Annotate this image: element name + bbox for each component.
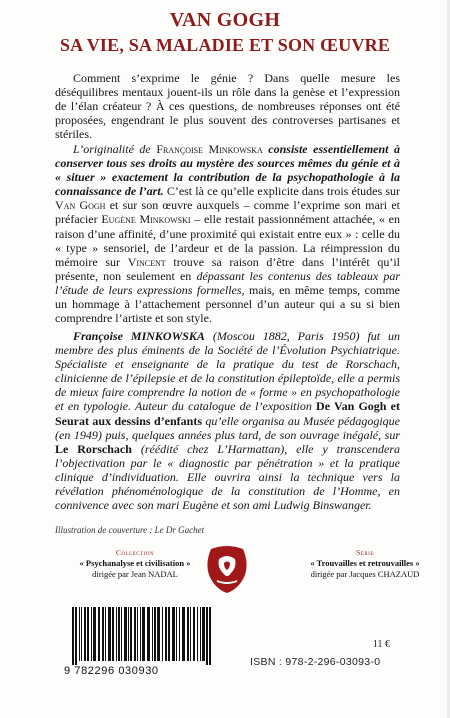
barcode-bar bbox=[98, 607, 100, 661]
barcode-bar bbox=[118, 607, 120, 661]
cover-illustration-credit: Illustration de couverture : Le Dr Gachet bbox=[55, 525, 205, 535]
originality-paragraph bbox=[55, 142, 400, 325]
barcode-bar bbox=[116, 607, 117, 661]
p2-text-c: C’est là ce qu’elle explicite dans trois études sur bbox=[166, 184, 400, 199]
barcode-bar bbox=[162, 607, 163, 661]
bio-name: Françoise MINKOWSKA bbox=[73, 329, 205, 343]
title-line-1: VAN GOGH bbox=[169, 9, 281, 31]
barcode-bar bbox=[79, 607, 80, 661]
bio-text-a: (Moscou 1882, Paris 1950) fut un membre des plus éminents de la Société de l’Évolution Psychiatrique. Spécialiste et enseignante de la pratique du test de Rorschach, clinicienne de l’épilepsie et de la constitution épileptoïde, elle a permis de mieux faire comprendre la notion de « forme » en psychopathologie et en typologie. Auteur du catalogue de l’exposition bbox=[55, 329, 401, 414]
author-name: Françoise Minkowska bbox=[156, 142, 263, 156]
p2-text-f: trouve sa raison d’être dans l’intérêt qu’il présente, non seulement en bbox=[55, 254, 401, 283]
p2-text-a: L’originalité de bbox=[73, 142, 151, 156]
publisher-logo-icon bbox=[205, 545, 249, 595]
p2-text-g: dépassant les contenus des tableaux par l’étude de leurs expressions formelles, bbox=[55, 268, 400, 297]
barcode-bar bbox=[72, 607, 74, 665]
book-title: Le Rorschach bbox=[55, 441, 132, 456]
intro-paragraph: Comment s’exprime le génie ? Dans quelle mesure les déséquilibres mentaux jouent-ils un rôle dans la genèse et l’expression de l’élan créateur ? À ces questions, de nombreuses réponses ont été proposées, engendrant le plus souvent des controverses partisanes et stériles. bbox=[55, 71, 400, 142]
barcode-bar bbox=[140, 607, 141, 661]
barcode-bar bbox=[182, 607, 185, 661]
van-gogh-name: Van Gogh bbox=[55, 198, 106, 213]
collection-label: Collection bbox=[115, 548, 155, 557]
collection-name: « Psychanalyse et civilisation » bbox=[79, 558, 191, 568]
price: 11 € bbox=[372, 639, 390, 650]
barcode-bar bbox=[84, 607, 86, 661]
barcode-bar bbox=[200, 607, 201, 661]
isbn: ISBN : 978-2-296-03093-0 bbox=[250, 656, 381, 668]
barcode-bar bbox=[165, 607, 167, 661]
barcode-bar bbox=[157, 607, 160, 661]
collection-director: dirigée par Jean NADAL bbox=[92, 569, 178, 579]
barcode-bar bbox=[81, 607, 82, 661]
barcode-bar bbox=[128, 607, 129, 661]
bio-text-b: qu’elle organisa au Musée pédagogique (en 1949) puis, quelques années plus tard, de son ouvrage inégalé, sur bbox=[55, 413, 400, 442]
barcode-bar bbox=[179, 607, 180, 661]
series-director: dirigée par Jacques CHAZAUD bbox=[310, 569, 420, 579]
barcode-bar bbox=[187, 607, 189, 661]
eugene-name: Eugène Minkowski bbox=[101, 212, 191, 227]
barcode-bar bbox=[124, 607, 127, 661]
barcode-bar bbox=[108, 607, 111, 661]
barcode-bar bbox=[93, 607, 96, 661]
series-right bbox=[300, 547, 430, 580]
barcode-bar bbox=[121, 607, 122, 661]
barcode-bar bbox=[91, 607, 92, 661]
barcode-bar bbox=[142, 607, 145, 661]
biography-paragraph bbox=[55, 329, 400, 512]
p2-text-d: et sur son œuvre auxquels – comme l’exprime son mari et préfacier bbox=[55, 198, 401, 227]
title-line-2: SA VIE, SA MALADIE ET SON ŒUVRE bbox=[59, 35, 391, 55]
barcode-bar bbox=[193, 607, 195, 661]
barcode-digits: 9 782296 030930 bbox=[64, 665, 159, 677]
barcode-bar bbox=[105, 607, 106, 661]
barcode-bar bbox=[202, 607, 205, 661]
barcode-bar bbox=[137, 607, 138, 661]
barcode-bar bbox=[152, 607, 153, 661]
p2-text-e: – elle restait passionnément attachée, « en raison d’une affinité, d’une proximité qui existait entre eux » : celle du « type » sensoriel, de l’ardeur et de la passion. La réimpression du mémoire sur bbox=[55, 212, 401, 269]
vincent-name: Vincent bbox=[127, 254, 166, 269]
barcode bbox=[62, 607, 222, 677]
barcode-bar bbox=[75, 607, 77, 665]
barcode-bar bbox=[209, 607, 211, 665]
barcode-bar bbox=[112, 607, 114, 661]
barcode-bar bbox=[190, 607, 191, 661]
barcode-bar bbox=[172, 607, 175, 661]
barcode-bar bbox=[197, 607, 198, 661]
barcode-bar bbox=[176, 607, 177, 661]
barcode-bar bbox=[134, 607, 136, 661]
barcode-bar bbox=[87, 607, 89, 661]
barcode-bar bbox=[168, 607, 170, 661]
bio-text-c: (réédité chez L’Harmattan), elle y transcendera l’objectivation par le « diagnostic par pénétration » et la pratique clinique d’individuation. Elle ouvrira ainsi la technique vers la révélation phénoménologique de la constitution de l’Homme, en connivence avec son mari Eugène et son ami Ludwig Binswanger. bbox=[55, 441, 400, 513]
barcode-bar bbox=[154, 607, 156, 661]
barcode-bar bbox=[102, 607, 104, 661]
barcode-bars bbox=[72, 607, 211, 665]
p2-text-b: consiste essentiellement à conserver tous ses droits au mystère des sources mêmes du génie et à « situer » exactement la contribution de la psychopathologie à la connaissance de l’art. bbox=[55, 142, 401, 199]
expo-title: De Van Gogh et Seurat aux dessins d’enfants bbox=[55, 399, 401, 428]
barcode-bar bbox=[147, 607, 150, 661]
series-label: Série bbox=[356, 548, 374, 557]
p2-text-h: mais, en même temps, comme un hommage à l’attachement personnel d’un auteur qui a su si bien comprendre l’artiste et son style. bbox=[55, 282, 401, 326]
collection-left bbox=[70, 547, 200, 580]
barcode-bar bbox=[130, 607, 132, 661]
series-name: « Trouvailles et retrouvailles » bbox=[310, 558, 420, 568]
barcode-bar bbox=[206, 607, 208, 665]
